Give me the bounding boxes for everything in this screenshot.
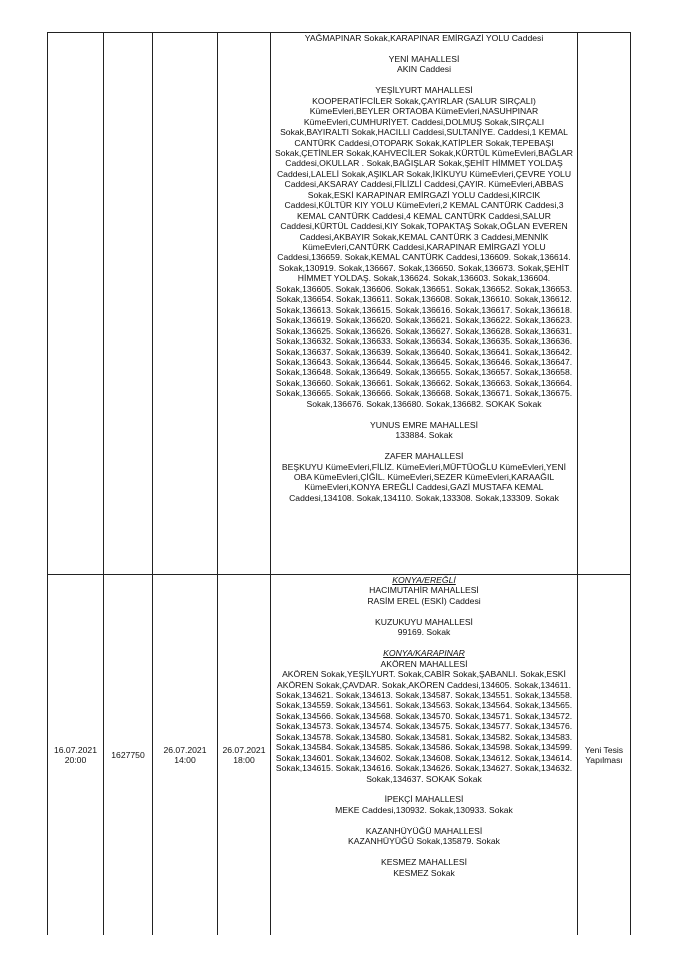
work-type-cell: Yeni Tesis Yapılması — [578, 575, 631, 936]
notice-number-cell — [104, 33, 153, 575]
district-name: YENİ MAHALLESİ — [388, 53, 460, 64]
district-section — [274, 857, 574, 878]
district-name: KAZANHÜYÜĞÜ MAHALLESİ — [365, 825, 483, 836]
street-list: KAZANHÜYÜĞÜ Sokak,135879. Sokak — [348, 836, 500, 847]
district-section — [274, 54, 574, 75]
notice-date-cell — [48, 33, 104, 575]
city-name: KONYA/EREĞLİ — [392, 575, 456, 585]
end-time-cell — [218, 33, 271, 575]
district-name: YEŞİLYURT MAHALLESİ — [375, 85, 473, 96]
notice-date-cell: 16.07.2021 20:00 — [48, 575, 104, 936]
district-section — [274, 826, 574, 847]
district-name: HACIMUTAHİR MAHALLESİ — [369, 585, 479, 596]
district-name: KESMEZ MAHALLESİ — [381, 857, 467, 868]
street-list: AKÖREN Sokak,YEŞİLYURT. Sokak,CABİR Sokak,ŞABANLI. Sokak,ESKİ AKÖREN Sokak,ÇAVDAR. Sokak,AKÖREN Caddesi,134605. Sokak,134611. Sokak,134621. Sokak,134613. Sokak,134587. Sokak,134551. Sokak,134558. Sokak,134559. Sokak,134561. Sokak,134563. Sokak,134564. Sokak,134565. Sokak,134566. Sokak,134568. Sokak,134570. Sokak,134571. Sokak,134572. Sokak,134573. Sokak,134574. Sokak,134575. Sokak,134577. Sokak,134576. Sokak,134578. Sokak,134580. Sokak,134581. Sokak,134582. Sokak,134583. Sokak,134584. Sokak,134585. Sokak,134586. Sokak,134598. Sokak,134599. Sokak,134601. Sokak,134602. Sokak,134608. Sokak,134612. Sokak,134614. Sokak,134615. Sokak,134616. Sokak,134626. Sokak,134627. Sokak,134632. Sokak,134637. SOKAK Sokak — [275, 669, 573, 784]
affected-streets-cell — [271, 575, 578, 936]
city-name: KONYA/KARAPINAR — [383, 648, 465, 659]
street-list: KESMEZ Sokak — [393, 867, 455, 878]
district-name: YUNUS EMRE MAHALLESİ — [370, 419, 478, 430]
street-list: 99169. Sokak — [397, 627, 451, 638]
table-row — [48, 33, 631, 575]
outage-schedule-table — [47, 32, 631, 935]
district-section — [274, 617, 574, 638]
start-time-cell: 26.07.2021 14:00 — [153, 575, 218, 936]
district-section — [274, 451, 574, 503]
district-name: AKÖREN MAHALLESİ — [380, 658, 468, 669]
notice-number-cell: 1627750 — [104, 575, 153, 936]
street-list: RASİM EREL (ESKİ) Caddesi — [367, 595, 481, 606]
affected-streets-cell — [271, 33, 578, 575]
city-region — [274, 575, 574, 606]
district-section — [274, 85, 574, 409]
street-list: 133884. Sokak — [395, 430, 453, 441]
city-region — [274, 648, 574, 784]
street-list: BEŞKUYU KümeEvleri,FİLİZ. KümeEvleri,MÜFTÜOĞLU KümeEvleri,YENİ OBA KümeEvleri,ÇİĞİL. KümeEvleri,SEZER KümeEvleri,KARAAĞIL KümeEvleri,KONYA EREĞLİ Caddesi,GAZİ MUSTAFA KEMAL Caddesi,134108. Sokak,134110. Sokak,133308. Sokak,133309. Sokak — [281, 461, 567, 503]
district-name: İPEKÇİ MAHALLESİ — [384, 794, 464, 805]
work-type-cell — [578, 33, 631, 575]
street-list: YAĞMAPINAR Sokak,KARAPINAR EMİRGAZİ YOLU Caddesi — [304, 33, 544, 43]
end-time-cell: 26.07.2021 18:00 — [218, 575, 271, 936]
district-name: ZAFER MAHALLESİ — [384, 451, 464, 462]
street-list: MEKE Caddesi,130932. Sokak,130933. Sokak — [335, 804, 513, 815]
district-section — [274, 33, 574, 43]
table-row — [48, 575, 631, 936]
start-time-cell — [153, 33, 218, 575]
district-section — [274, 794, 574, 815]
district-section — [274, 420, 574, 441]
street-list: KOOPERATİFCİLER Sokak,ÇAYIRLAR (SALUR SIRÇALI) KümeEvleri,BEYLER ORTAOBA KümeEvleri,NASUHPINAR KümeEvleri,CUMHURİYET. Caddesi,DOLMUŞ Sokak,SIRÇALI Sokak,BAYIRALTI Sokak,HACILLI Caddesi,SULTANİYE. Caddesi,1 KEMAL CANTÜRK Caddesi,OTOPARK Sokak,KATİPLER Sokak,TEPEBAŞI Sokak,ÇETİNLER Sokak,KAHVECİLER Sokak,KÜRTÜL KümeEvleri,BAĞLAR Caddesi,OKULLAR . Sokak,BAĞIŞLAR Sokak,ŞEHİT HİMMET YOLDAŞ Caddesi,LALELİ Sokak,AŞIKLAR Sokak,İKİKUYU KümeEvleri,ÇEVRE YOLU Caddesi,AKSARAY Caddesi,FİLİZLİ Caddesi,ÇAYIR. KümeEvleri,ABBAS Sokak,ESKİ KARAPINAR EMİRGAZİ YOLU Caddesi,KIRCIK Caddesi,KÜLTÜR KIY YOLU KümeEvleri,2 KEMAL CANTÜRK Caddesi,3 KEMAL CANTÜRK Caddesi,4 KEMAL CANTÜRK Caddesi,SALUR Caddesi,KÜRTÜL Caddesi,KIY Sokak,TOPAKTAŞ Sokak,OĞLAN EVEREN Caddesi,AKBAYIR Sokak,KEMAL CANTÜRK 3 Caddesi,MENNİK KümeEvleri,CANTÜRK Caddesi,KARAPINAR EMİRGAZİ YOLU Caddesi,136659. Sokak,KEMAL CANTÜRK Caddesi,136609. Sokak,136614. Sokak,130919. Sokak,136667. Sokak,136650. Sokak,136673. Sokak,ŞEHİT HİMMET YOLDAŞ. Sokak,136624. Sokak,136603. Sokak,136604. Sokak,136605. Sokak,136606. Sokak,136651. Sokak,136652. Sokak,136653. Sokak,136654. Sokak,136611. Sokak,136608. Sokak,136610. Sokak,136612. Sokak,136613. Sokak,136615. Sokak,136616. Sokak,136617. Sokak,136618. Sokak,136619. Sokak,136620. Sokak,136621. Sokak,136622. Sokak,136623. Sokak,136625. Sokak,136626. Sokak,136627. Sokak,136628. Sokak,136631. Sokak,136632. Sokak,136633. Sokak,136634. Sokak,136635. Sokak,136636. Sokak,136637. Sokak,136639. Sokak,136640. Sokak,136641. Sokak,136642. Sokak,136643. Sokak,136644. Sokak,136645. Sokak,136646. Sokak,136647. Sokak,136648. Sokak,136649. Sokak,136655. Sokak,136657. Sokak,136658. Sokak,136660. Sokak,136661. Sokak,136662. Sokak,136663. Sokak,136664. Sokak,136665. Sokak,136666. Sokak,136668. Sokak,136671. Sokak,136675. Sokak,136676. Sokak,136680. Sokak,136682. SOKAK Sokak — [274, 95, 574, 409]
district-name: KUZUKUYU MAHALLESİ — [375, 616, 473, 627]
street-list: AKIN Caddesi — [397, 64, 451, 75]
